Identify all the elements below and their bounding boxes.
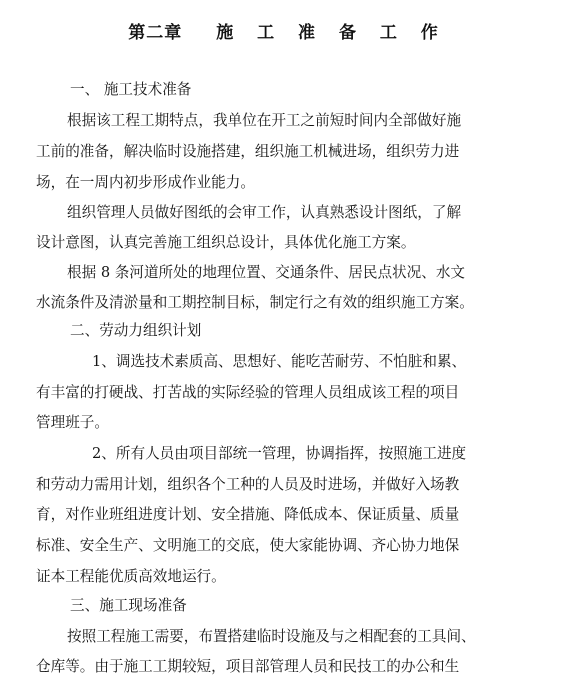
chapter-name: 施 工 准 备 工 作 (216, 23, 447, 43)
paragraph-line: 标准、安全生产、文明施工的交底，使大家能协调、齐心协力地保 (36, 537, 460, 554)
paragraph-line: 水流条件及清淤量和工期控制目标，制定行之有效的组织施工方案。 (36, 294, 474, 311)
chapter-number: 第二章 (128, 23, 183, 43)
paragraph-line: 育，对作业班组进度计划、安全措施、降低成本、保证质量、质量 (36, 506, 460, 523)
section-heading: 二、劳动力组织计划 (70, 322, 202, 339)
paragraph-line: 场，在一周内初步形成作业能力。 (36, 174, 255, 191)
section-heading: 一、 施工技术准备 (70, 81, 192, 98)
paragraph-line: 2、所有人员由项目部统一管理，协调指挥，按照施工进度 (92, 445, 467, 462)
section-heading: 三、施工现场准备 (70, 597, 187, 614)
paragraph-line: 根据该工程工期特点，我单位在开工之前短时间内全部做好施 (67, 112, 462, 129)
paragraph-line: 证本工程能优质高效地运行。 (36, 568, 226, 585)
paragraph-line: 和劳动力需用计划，组织各个工种的人员及时进场，并做好入场教 (36, 476, 460, 493)
paragraph-line: 根据 8 条河道所处的地理位置、交通条件、居民点状况、水文 (67, 264, 466, 281)
paragraph-line: 管理班子。 (36, 414, 109, 431)
chapter-title (0, 18, 575, 43)
paragraph-line: 组织管理人员做好图纸的会审工作，认真熟悉设计图纸，了解 (67, 204, 462, 221)
paragraph-line: 有丰富的打硬战、打苦战的实际经验的管理人员组成该工程的项目 (36, 384, 460, 401)
paragraph-line: 按照工程施工需要，布置搭建临时设施及与之相配套的工具间、 (67, 628, 476, 645)
paragraph-line: 仓库等。由于施工工期较短，项目部管理人员和民技工的办公和生 (36, 658, 460, 675)
paragraph-line: 设计意图，认真完善施工组织总设计，具体优化施工方案。 (36, 234, 416, 251)
paragraph-line: 1、调选技术素质高、思想好、能吃苦耐劳、不怕脏和累、 (92, 353, 467, 370)
paragraph-line: 工前的准备，解决临时设施搭建，组织施工机械进场，组织劳力进 (36, 143, 460, 160)
